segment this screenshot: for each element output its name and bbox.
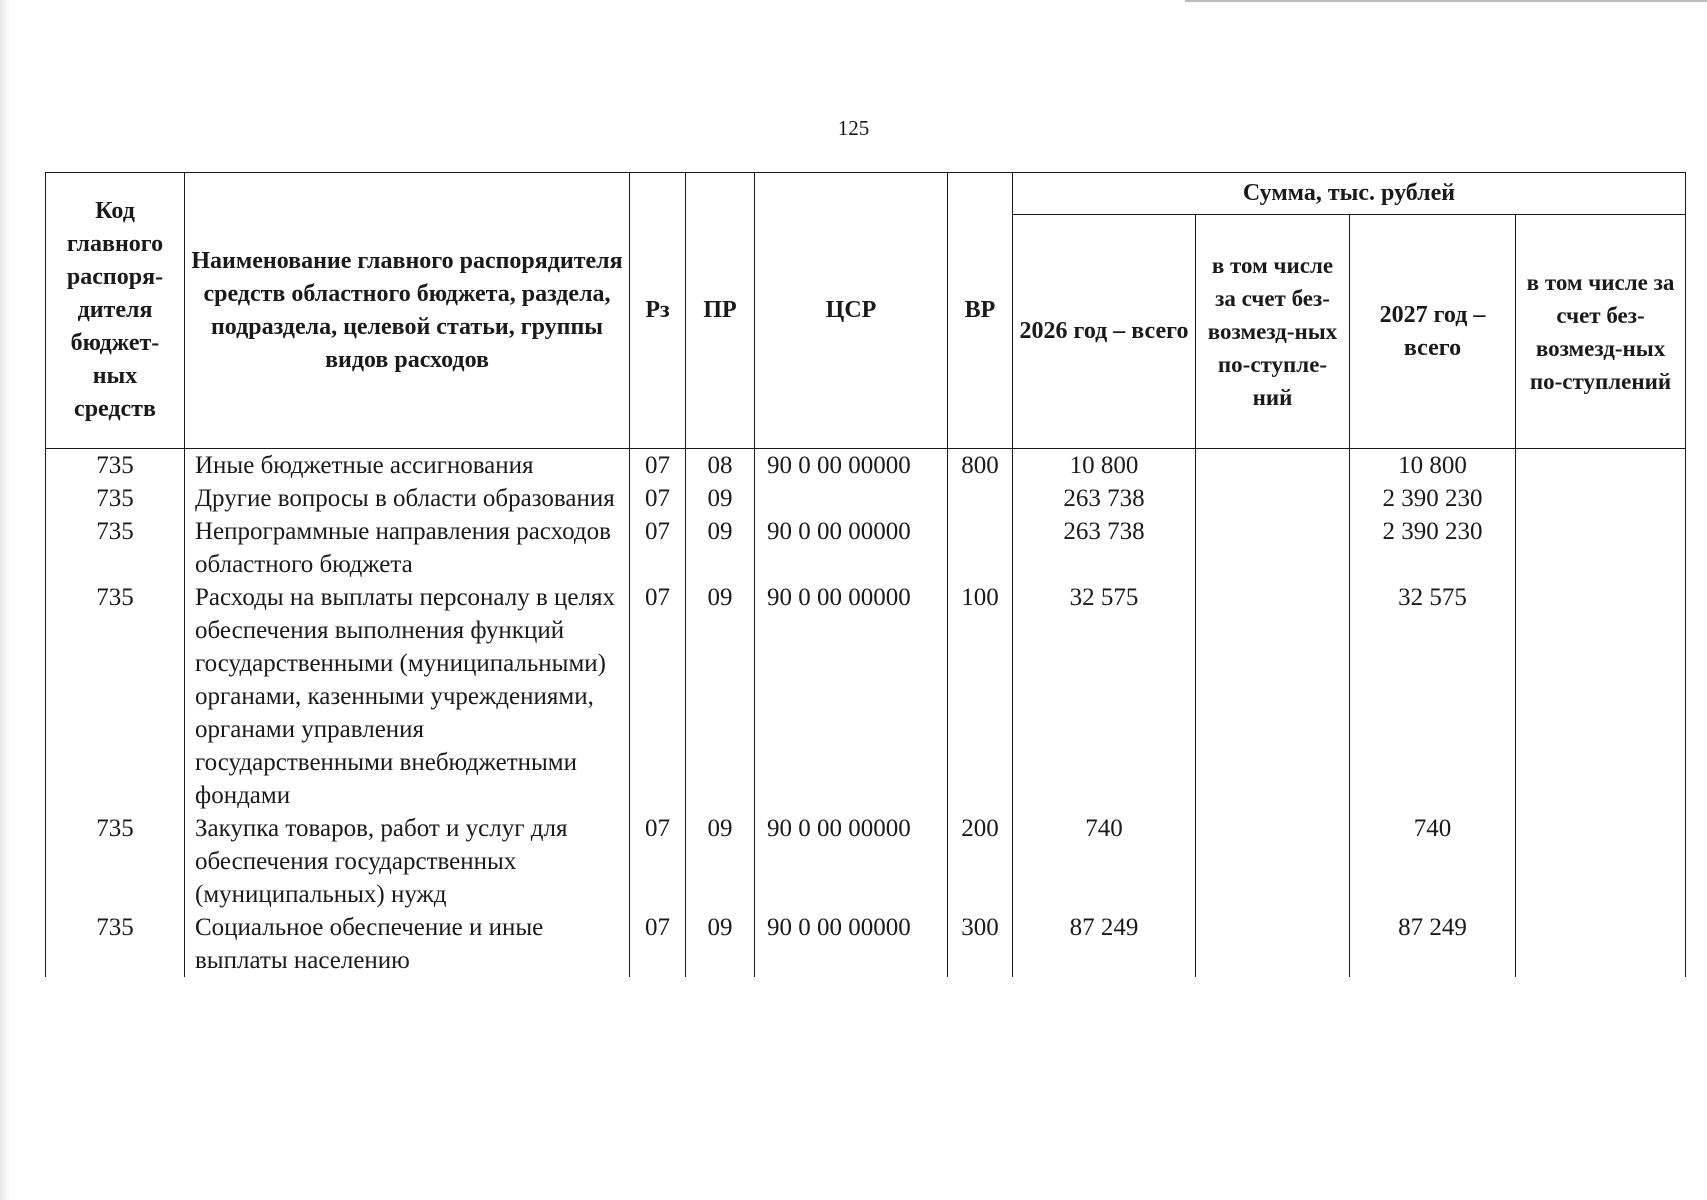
grants-2026-cell <box>1196 581 1350 812</box>
rz-cell: 07 <box>630 482 686 515</box>
table-row <box>46 482 1686 515</box>
code-cell: 735 <box>46 812 185 911</box>
pr-cell: 08 <box>686 449 755 483</box>
vr-cell: 800 <box>948 449 1013 483</box>
total-2027-cell: 2 390 230 <box>1350 482 1516 515</box>
table-header <box>46 173 1686 449</box>
header-2027-total: 2027 год – всего <box>1350 215 1516 449</box>
header-name: Наименование главного распорядителя средств областного бюджета, раздела, подраздела, целевой статьи, группы видов расходов <box>185 173 630 449</box>
header-2026-grants: в том числе за счет без-возмезд-ных по-ступле-ний <box>1196 215 1350 449</box>
code-cell: 735 <box>46 482 185 515</box>
grants-2027-cell <box>1516 581 1686 812</box>
header-2026-total: 2026 год – всего <box>1013 215 1196 449</box>
grants-2026-cell <box>1196 812 1350 911</box>
rz-cell: 07 <box>630 515 686 581</box>
scan-edge-shadow <box>0 0 10 1200</box>
pr-cell: 09 <box>686 581 755 812</box>
csr-cell: 90 0 00 00000 <box>755 515 948 581</box>
budget-table <box>45 172 1686 977</box>
total-2026-cell: 263 738 <box>1013 482 1196 515</box>
header-vr: ВР <box>948 173 1013 449</box>
total-2027-cell: 740 <box>1350 812 1516 911</box>
vr-cell <box>948 482 1013 515</box>
name-cell: Иные бюджетные ассигнования <box>185 449 630 483</box>
name-cell: Расходы на выплаты персоналу в целях обеспечения выполнения функций государственными (муниципальными) органами, казенными учреждениями, органами управления государственными внебюджетными фондами <box>185 581 630 812</box>
table-row <box>46 449 1686 483</box>
code-cell: 735 <box>46 449 185 483</box>
grants-2026-cell <box>1196 515 1350 581</box>
code-cell: 735 <box>46 911 185 977</box>
total-2027-cell: 2 390 230 <box>1350 515 1516 581</box>
total-2027-cell: 10 800 <box>1350 449 1516 483</box>
vr-cell: 200 <box>948 812 1013 911</box>
header-2027-grants: в том числе за счет без-возмезд-ных по-ступлений <box>1516 215 1686 449</box>
grants-2027-cell <box>1516 812 1686 911</box>
rz-cell: 07 <box>630 812 686 911</box>
vr-cell: 100 <box>948 581 1013 812</box>
csr-cell: 90 0 00 00000 <box>755 581 948 812</box>
pr-cell: 09 <box>686 812 755 911</box>
pr-cell: 09 <box>686 482 755 515</box>
name-cell: Непрограммные направления расходов областного бюджета <box>185 515 630 581</box>
total-2026-cell: 263 738 <box>1013 515 1196 581</box>
grants-2026-cell <box>1196 911 1350 977</box>
page-number: 125 <box>837 116 870 140</box>
csr-cell: 90 0 00 00000 <box>755 812 948 911</box>
header-rz: Рз <box>630 173 686 449</box>
vr-cell <box>948 515 1013 581</box>
name-cell: Закупка товаров, работ и услуг для обеспечения государственных (муниципальных) нужд <box>185 812 630 911</box>
table-row <box>46 911 1686 977</box>
grants-2026-cell <box>1196 449 1350 483</box>
total-2026-cell: 32 575 <box>1013 581 1196 812</box>
csr-cell: 90 0 00 00000 <box>755 449 948 483</box>
pr-cell: 09 <box>686 911 755 977</box>
table-row <box>46 812 1686 911</box>
csr-cell: 90 0 00 00000 <box>755 911 948 977</box>
vr-cell: 300 <box>948 911 1013 977</box>
total-2027-cell: 87 249 <box>1350 911 1516 977</box>
csr-cell <box>755 482 948 515</box>
header-sum-group: Сумма, тыс. рублей <box>1013 173 1686 215</box>
rz-cell: 07 <box>630 449 686 483</box>
table-row <box>46 581 1686 812</box>
table-row <box>46 515 1686 581</box>
header-code: Код главного распоря-дителя бюджет-ных средств <box>46 173 185 449</box>
total-2026-cell: 740 <box>1013 812 1196 911</box>
grants-2027-cell <box>1516 449 1686 483</box>
name-cell: Социальное обеспечение и иные выплаты населению <box>185 911 630 977</box>
pr-cell: 09 <box>686 515 755 581</box>
header-pr: ПР <box>686 173 755 449</box>
code-cell: 735 <box>46 581 185 812</box>
code-cell: 735 <box>46 515 185 581</box>
total-2027-cell: 32 575 <box>1350 581 1516 812</box>
total-2026-cell: 10 800 <box>1013 449 1196 483</box>
grants-2026-cell <box>1196 482 1350 515</box>
grants-2027-cell <box>1516 515 1686 581</box>
table-body <box>46 449 1686 978</box>
rz-cell: 07 <box>630 911 686 977</box>
header-csr: ЦСР <box>755 173 948 449</box>
grants-2027-cell <box>1516 911 1686 977</box>
total-2026-cell: 87 249 <box>1013 911 1196 977</box>
grants-2027-cell <box>1516 482 1686 515</box>
name-cell: Другие вопросы в области образования <box>185 482 630 515</box>
scan-top-line <box>1185 0 1707 2</box>
rz-cell: 07 <box>630 581 686 812</box>
